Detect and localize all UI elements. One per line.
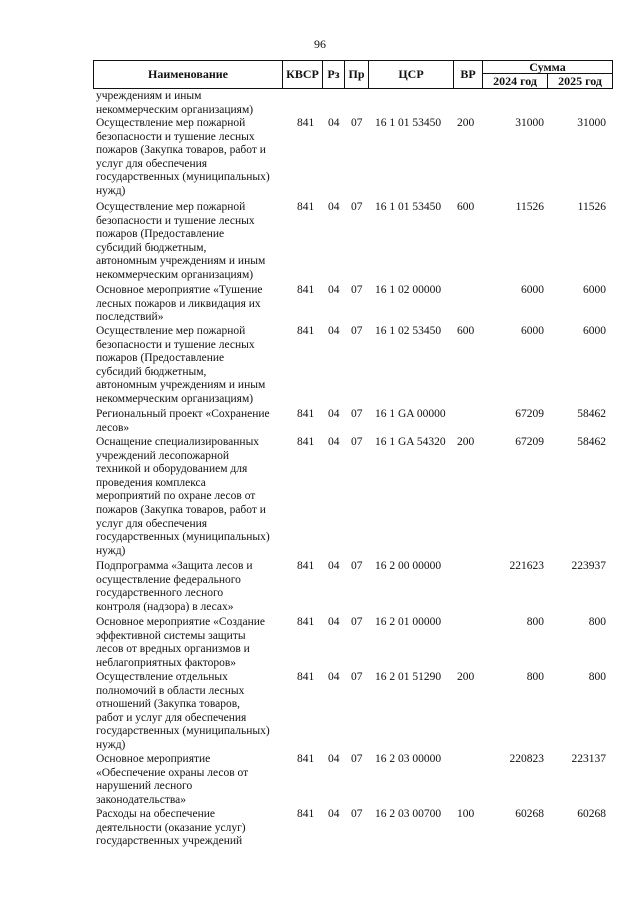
row-sum-2024: 220823 (509, 753, 544, 765)
row-rz: 04 (328, 671, 340, 683)
row-kvsr: 841 (297, 284, 315, 296)
row-sum-2025: 223937 (571, 560, 606, 572)
table-row (0, 560, 640, 616)
row-rz: 04 (328, 753, 340, 765)
row-rz: 04 (328, 408, 340, 420)
row-csr: 16 2 01 51290 (375, 671, 442, 683)
row-pr: 07 (351, 408, 363, 420)
header-csr: ЦСР (369, 61, 454, 88)
row-name: Основное мероприятие «Создание эффективной системы защиты лесов от вредных организмов и неблагоприятных факторов» (96, 616, 266, 669)
row-csr: 16 1 02 53450 (375, 325, 442, 337)
row-name: Основное мероприятие «Тушение лесных пожаров и ликвидация их последствий» (96, 284, 263, 324)
row-sum-2025: 6000 (583, 284, 606, 296)
row-pr: 07 (351, 808, 363, 820)
table-row (0, 436, 640, 560)
row-sum-2025: 223137 (571, 753, 606, 765)
header-kvsr: КВСР (283, 61, 323, 88)
row-vr: 600 (457, 201, 475, 213)
header-vr: ВР (454, 61, 483, 88)
row-name: Осуществление отдельных полномочий в области лесных отношений (Закупка товаров, работ и услуг для обеспечения государственных (муниципальных) нужд) (96, 671, 270, 751)
row-name: Осуществление мер пожарной безопасности и тушение лесных пожаров (Предоставление субсидий бюджетным, автономным учреждениям и иным некоммерческим организациям) (96, 201, 266, 281)
row-sum-2024: 6000 (521, 325, 544, 337)
row-rz: 04 (328, 325, 340, 337)
table-row (0, 284, 640, 325)
row-kvsr: 841 (297, 408, 315, 420)
row-sum-2024: 67209 (515, 408, 544, 420)
table-header (93, 60, 613, 89)
row-pr: 07 (351, 284, 363, 296)
row-vr: 200 (457, 436, 475, 448)
row-name: Расходы на обеспечение деятельности (оказание услуг) государственных учреждений (96, 808, 246, 848)
row-vr: 600 (457, 325, 475, 337)
row-csr: 16 1 02 00000 (375, 284, 442, 296)
row-csr: 16 2 03 00000 (375, 753, 442, 765)
row-sum-2025: 800 (588, 671, 606, 683)
row-kvsr: 841 (297, 436, 315, 448)
row-kvsr: 841 (297, 560, 315, 572)
row-sum-2025: 11526 (577, 201, 606, 213)
row-sum-2025: 58462 (577, 408, 606, 420)
row-name: Оснащение специализированных учреждений лесопожарной техникой и оборудованием для проведения комплекса мероприятий по охране лесов от пожаров (Закупка товаров, работ и услуг для обеспечения государственных (муниципальных) нужд) (96, 436, 270, 557)
page-number: 96 (314, 37, 326, 51)
row-vr: 200 (457, 671, 475, 683)
row-pr: 07 (351, 671, 363, 683)
row-pr: 07 (351, 436, 363, 448)
header-year-2025: 2025 год (558, 73, 602, 88)
row-sum-2025: 800 (588, 616, 606, 628)
row-kvsr: 841 (297, 201, 315, 213)
row-csr: 16 2 01 00000 (375, 616, 442, 628)
row-sum-2024: 67209 (515, 436, 544, 448)
table-row (0, 325, 640, 408)
row-vr: 100 (457, 808, 475, 820)
table-row (0, 408, 640, 436)
row-sum-2024: 11526 (515, 201, 544, 213)
row-sum-2025: 31000 (577, 117, 606, 129)
row-csr: 16 2 00 00000 (375, 560, 442, 572)
row-sum-2024: 31000 (515, 117, 544, 129)
row-sum-2025: 60268 (577, 808, 606, 820)
table-body (0, 90, 640, 853)
row-sum-2024: 800 (526, 616, 544, 628)
row-sum-2024: 6000 (521, 284, 544, 296)
header-name: Наименование (94, 61, 283, 88)
row-vr: 200 (457, 117, 475, 129)
row-csr: 16 1 GA 00000 (375, 408, 446, 420)
table-row (0, 671, 640, 753)
row-rz: 04 (328, 808, 340, 820)
row-kvsr: 841 (297, 616, 315, 628)
row-kvsr: 841 (297, 671, 315, 683)
row-sum-2024: 60268 (515, 808, 544, 820)
row-sum-2024: 800 (526, 671, 544, 683)
row-pr: 07 (351, 616, 363, 628)
row-pr: 07 (351, 560, 363, 572)
row-name: Осуществление мер пожарной безопасности и тушение лесных пожаров (Предоставление субсидий бюджетным, автономным учреждениям и иным некоммерческим организациям) (96, 325, 266, 405)
header-pr: Пр (345, 61, 369, 88)
table-row (0, 753, 640, 808)
header-rz: Рз (323, 61, 345, 88)
header-year-2024: 2024 год (483, 74, 548, 88)
row-csr: 16 1 01 53450 (375, 201, 442, 213)
row-name: Основное мероприятие «Обеспечение охраны лесов от нарушений лесного законодательства» (96, 753, 249, 806)
row-rz: 04 (328, 560, 340, 572)
row-sum-2025: 6000 (583, 325, 606, 337)
row-pr: 07 (351, 201, 363, 213)
row-kvsr: 841 (297, 808, 315, 820)
header-sum: Сумма (483, 61, 612, 74)
row-name: Подпрограмма «Защита лесов и осуществление федерального государственного лесного контроля (надзора) в лесах» (96, 560, 253, 613)
row-csr: 16 1 01 53450 (375, 117, 442, 129)
row-rz: 04 (328, 436, 340, 448)
row-name: учреждениям и иным некоммерческим организациям) (96, 90, 254, 116)
row-sum-2024: 221623 (509, 560, 544, 572)
row-name: Осуществление мер пожарной безопасности и тушение лесных пожаров (Закупка товаров, работ и услуг для обеспечения государственных (муниципальных) нужд) (96, 117, 270, 197)
row-rz: 04 (328, 284, 340, 296)
table-row (0, 117, 640, 201)
row-rz: 04 (328, 616, 340, 628)
row-pr: 07 (351, 325, 363, 337)
row-pr: 07 (351, 753, 363, 765)
row-sum-2025: 58462 (577, 436, 606, 448)
row-kvsr: 841 (297, 117, 315, 129)
table-row (0, 201, 640, 284)
row-kvsr: 841 (297, 753, 315, 765)
table-row (0, 90, 640, 117)
row-csr: 16 1 GA 54320 (375, 436, 446, 448)
row-kvsr: 841 (297, 325, 315, 337)
table-row (0, 616, 640, 671)
row-csr: 16 2 03 00700 (375, 808, 442, 820)
table-row (0, 808, 640, 853)
row-pr: 07 (351, 117, 363, 129)
row-rz: 04 (328, 117, 340, 129)
row-name: Региональный проект «Сохранение лесов» (96, 408, 270, 434)
header-sum-group (483, 61, 612, 88)
row-rz: 04 (328, 201, 340, 213)
